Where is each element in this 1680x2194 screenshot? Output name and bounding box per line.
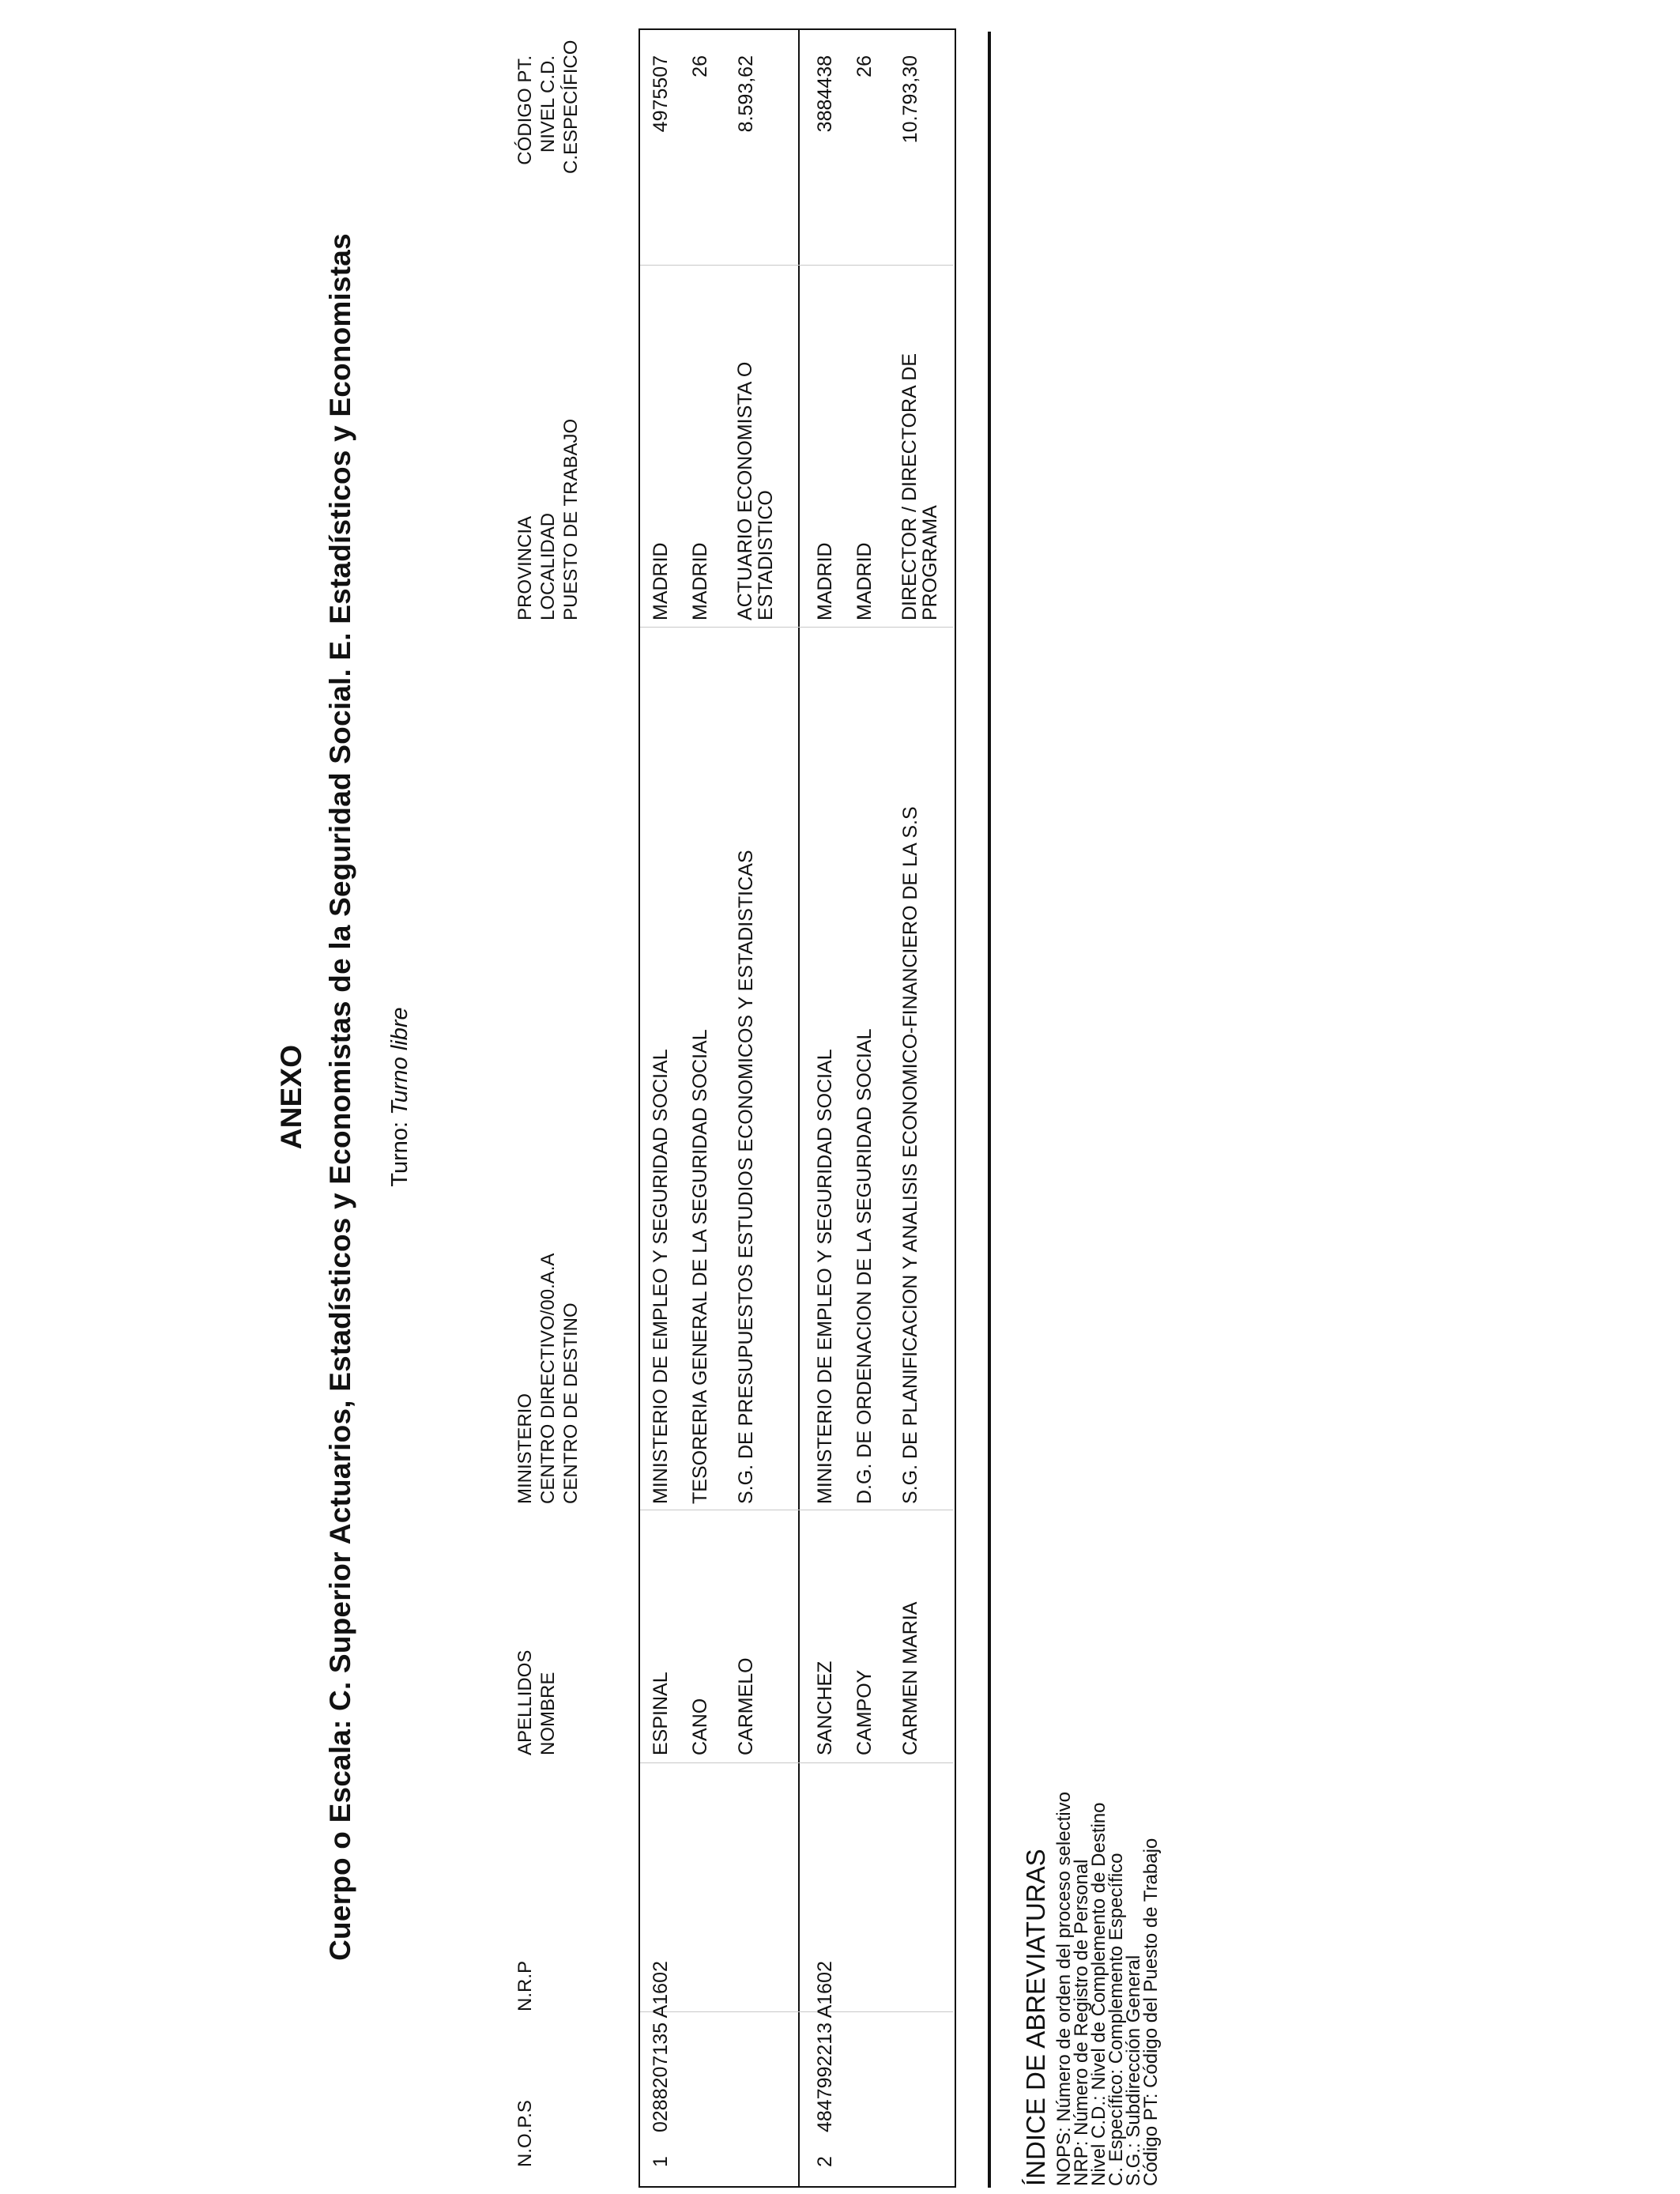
- col-header-codigo: CÓDIGO PT. NIVEL C.D. C.ESPECÍFICO: [514, 40, 582, 174]
- row-provincia: MADRID: [650, 542, 672, 620]
- row-nombre: CARMELO: [735, 1657, 757, 1755]
- row-centro-destino: S.G. DE PLANIFICACION Y ANALISIS ECONOMICO-FINANCIERO DE LA S.S: [899, 806, 921, 1504]
- indice-title: ÍNDICE DE ABREVIATURAS: [1021, 1849, 1050, 2186]
- indice-item: Código PT: Código del Puesto de Trabajo: [1140, 1838, 1162, 2186]
- col-header-apellidos: APELLIDOS NOMBRE: [514, 1649, 559, 1755]
- column-guide: [640, 1762, 953, 1763]
- anexo-title: ANEXO: [275, 1044, 307, 1150]
- row-apellido1: SANCHEZ: [814, 1661, 836, 1755]
- row-apellido1: ESPINAL: [650, 1672, 672, 1755]
- row-puesto: DIRECTOR / DIRECTORA DE PROGRAMA: [898, 352, 941, 620]
- row-nops: 1: [650, 2156, 672, 2167]
- row-localidad: MADRID: [689, 542, 711, 620]
- row-separator: [798, 30, 800, 2188]
- row-nops: 2: [814, 2156, 836, 2167]
- row-c-especifico: 8.593,62: [735, 55, 757, 133]
- row-codigo-pt: 4975507: [650, 55, 672, 133]
- col-header-ministerio: MINISTERIO CENTRO DIRECTIVO/00.A.A CENTRO DE DESTINO: [514, 1253, 582, 1504]
- row-ministerio: MINISTERIO DE EMPLEO Y SEGURIDAD SOCIAL: [650, 1049, 672, 1504]
- row-centro-directivo: D.G. DE ORDENACION DE LA SEGURIDAD SOCIAL: [853, 1028, 876, 1504]
- turno-label: Turno:: [387, 1121, 412, 1187]
- row-codigo-pt: 3884438: [814, 55, 836, 133]
- row-localidad: MADRID: [853, 542, 876, 620]
- indice-item: NRP: Número de Registro de Personal: [1071, 1859, 1092, 2186]
- row-puesto: ACTUARIO ECONOMISTA O ESTADISTICO: [734, 361, 777, 620]
- col-header-nrp: N.R.P: [514, 1960, 536, 2011]
- row-nombre: CARMEN MARIA: [899, 1601, 921, 1755]
- row-apellido2: CANO: [689, 1698, 711, 1755]
- row-nivel-cd: 26: [689, 55, 711, 77]
- row-ministerio: MINISTERIO DE EMPLEO Y SEGURIDAD SOCIAL: [814, 1049, 836, 1504]
- row-nivel-cd: 26: [853, 55, 876, 77]
- row-centro-directivo: TESORERIA GENERAL DE LA SEGURIDAD SOCIAL: [689, 1029, 711, 1504]
- turno-value: Turno libre: [387, 1007, 412, 1115]
- col-header-nops: N.O.P.S: [514, 2100, 536, 2167]
- indice-item: Nivel C.D.: Nivel de Complemento de Destino: [1088, 1802, 1109, 2186]
- section-divider: [988, 32, 991, 2188]
- column-guide: [640, 627, 953, 628]
- row-nrp: 4847992213 A1602: [814, 1961, 836, 2132]
- row-provincia: MADRID: [814, 542, 836, 620]
- column-guide: [640, 2011, 953, 2012]
- row-apellido2: CAMPOY: [853, 1669, 876, 1755]
- indice-item: S.G.: Subdirección General: [1123, 1955, 1144, 2186]
- col-header-provincia: PROVINCIA LOCALIDAD PUESTO DE TRABAJO: [514, 418, 582, 620]
- turno-line: [387, 0, 413, 2194]
- indice-list: [1053, 1792, 1162, 2186]
- indice-item: C. Específico: Complemento Específico: [1106, 1853, 1127, 2186]
- row-centro-destino: S.G. DE PRESUPUESTOS ESTUDIOS ECONOMICOS Y ESTADISTICAS: [735, 850, 757, 1504]
- cuerpo-escala-title: Cuerpo o Escala: C. Superior Actuarios, Estadísticos y Economistas de la Seguridad Social. E. Estadísticos y Economistas: [324, 233, 356, 1961]
- row-nrp: 0288207135 A1602: [650, 1961, 672, 2132]
- row-c-especifico: 10.793,30: [899, 55, 921, 144]
- column-guide: [640, 265, 953, 266]
- indice-item: NOPS: Número de orden del proceso selectivo: [1053, 1792, 1075, 2186]
